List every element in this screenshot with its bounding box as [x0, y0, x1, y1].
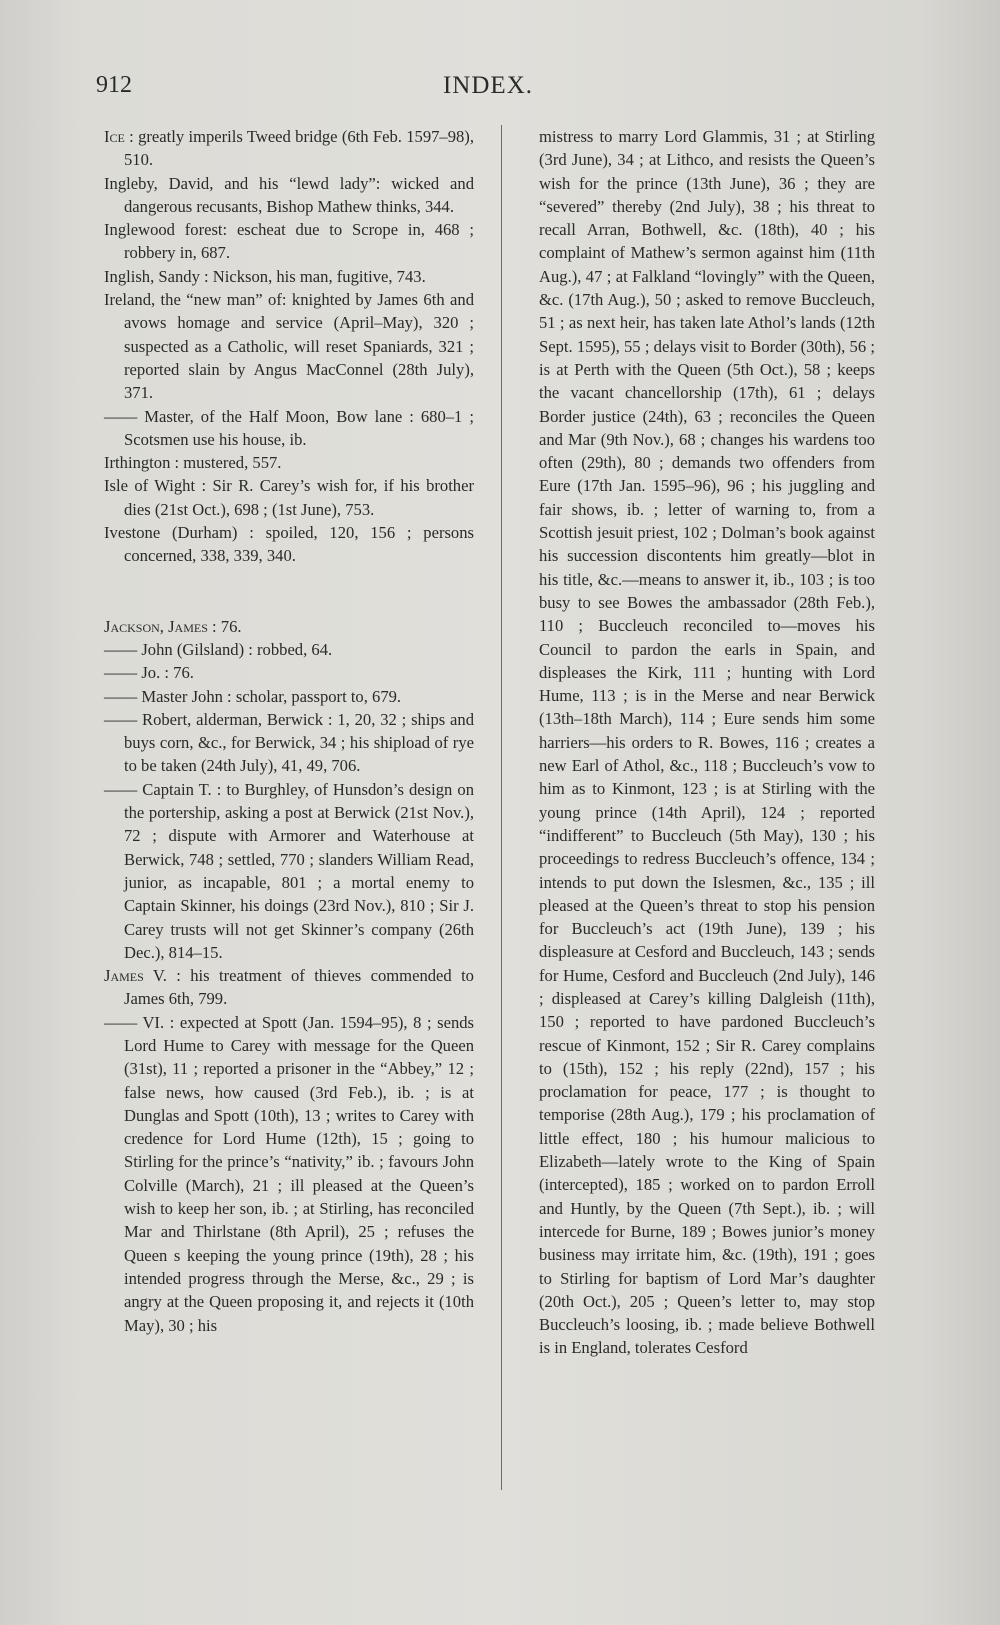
- index-entry: [104, 521, 474, 568]
- entry-text: —— Jo. : 76.: [104, 663, 194, 683]
- index-subentry: [104, 661, 474, 684]
- index-subentry: [104, 685, 474, 708]
- index-subentry: [104, 1011, 474, 1337]
- entry-text: Ingleby, David, and his “lewd lady”: wicked and dangerous recusants, Bishop Mathew thinks, 344.: [104, 173, 474, 216]
- index-entry: [104, 125, 474, 172]
- index-entry: [104, 288, 474, 404]
- index-subentry: [104, 405, 474, 452]
- entry-text: : his treatment of thieves commended to James 6th, 799.: [124, 966, 474, 1009]
- entry-text: —— Robert, alderman, Berwick : 1, 20, 32 ; ships and buys corn, &c., for Berwick, 34 ; his shipload of rye to be taken (24th July), 41, 49, 706.: [104, 709, 474, 776]
- entry-text: Inglish, Sandy : Nickson, his man, fugitive, 743.: [104, 266, 426, 286]
- entry-text: —— John (Gilsland) : robbed, 64.: [104, 639, 333, 659]
- index-entry: [104, 474, 474, 521]
- index-subentry: [104, 708, 474, 778]
- section-gap: [104, 568, 474, 615]
- entry-headword: Jackson, James: [104, 616, 213, 636]
- entry-headword: Ice: [104, 127, 130, 146]
- entry-headword: James V.: [104, 966, 177, 986]
- right-column: [519, 125, 875, 1360]
- index-entry: [104, 615, 474, 638]
- index-entry: [104, 218, 474, 265]
- index-entry: [104, 265, 474, 288]
- entry-text: : 76.: [212, 616, 242, 636]
- entry-text: Ivestone (Durham) : spoiled, 120, 156 ; persons concerned, 338, 339, 340.: [104, 523, 474, 566]
- entry-text: Irthington : mustered, 557.: [104, 453, 282, 473]
- entry-text: Isle of Wight : Sir R. Carey’s wish for, if his brother dies (21st Oct.), 698 ; (1st June), 753.: [104, 476, 474, 519]
- index-entry: [104, 451, 474, 474]
- entry-text: —— VI. : expected at Spott (Jan. 1594–95), 8 ; sends Lord Hume to Carey with message for the Queen (31st), 11 ; reported a prisoner in the “Abbey,” 12 ; false news, how caused (3rd Feb.), ib. ; is at Dunglas and Spott (10th), 13 ; writes to Carey with credence for Lord Hume (12th), 15 ; going to Stirling for the prince’s “nativity,” ib. ; favours John Colville (March), 21 ; ill pleased at the Queen’s wish to keep her son, ib. ; at Stirling, has reconciled Mar and Thirlstane (8th April), 25 ; refuses the Queen s keeping the young prince (19th), 28 ; his intended progress through the Merse, &c., 29 ; is angry at the Queen proposing it, and rejects it (10th May), 30 ; his: [104, 1012, 474, 1335]
- entry-text: —— Master, of the Half Moon, Bow lane : 680–1 ; Scotsmen use his house, ib.: [104, 406, 474, 449]
- index-entry: [104, 172, 474, 219]
- entry-text: —— Captain T. : to Burghley, of Hunsdon’s design on the portership, asking a post at Berwick (21st Nov.), 72 ; dispute with Armorer and Waterhouse at Berwick, 748 ; settled, 770 ; slanders William Read, junior, as incapable, 801 ; a mortal enemy to Captain Skinner, his doings (23rd Nov.), 810 ; Sir J. Carey trusts will not get Skinner’s company (26th Dec.), 814–15.: [104, 779, 474, 962]
- entry-text: : greatly imperils Tweed bridge (6th Feb. 1597–98), 510.: [124, 127, 474, 170]
- entry-text: Inglewood forest: escheat due to Scrope in, 468 ; robbery in, 687.: [104, 220, 474, 263]
- index-entry: [104, 964, 474, 1011]
- page-number: 912: [96, 72, 132, 98]
- index-subentry: [104, 778, 474, 964]
- index-continuation: mistress to marry Lord Glammis, 31 ; at Stirling (3rd June), 34 ; at Lithco, and resists the Queen’s wish for the prince (13th June), 36 ; they are “severed” thereby (2nd July), 38 ; his threat to recall Arran, Bothwell, &c. (18th), 40 ; his complaint of Mathew’s sermon against him (11th Aug.), 47 ; at Falkland “lovingly” with the Queen, &c. (17th Aug.), 50 ; asked to remove Buccleuch, 51 ; as next heir, has taken late Athol’s lands (12th Sept. 1595), 55 ; delays visit to Border (30th), 56 ; is at Perth with the Queen (5th Oct.), 58 ; keeps the vacant chancellorship (17th), 61 ; delays Border justice (24th), 63 ; reconciles the Queen and Mar (9th Nov.), 68 ; changes his wardens too often (29th), 80 ; demands two offenders from Eure (17th Jan. 1595–96), 96 ; his juggling and fair shows, ib. ; letter of warning to, from a Scottish jesuit priest, 102 ; Dolman’s book against his succession discontents him greatly—blot in his title, &c.—means to answer it, ib., 103 ; is too busy to see Bowes the ambassador (28th Feb.), 110 ; Buccleuch reconciled to—moves his Council to pardon the earls in Spain, and displeases the Kirk, 111 ; hunting with Lord Hume, 113 ; is in the Merse and near Berwick (13th–18th March), 114 ; Eure sends him some harriers—his orders to R. Bowes, 116 ; creates a new Earl of Athol, &c., 118 ; Buccleuch’s vow to him as to Kinmont, 123 ; is at Stirling with the young prince (14th April), 124 ; reported “indifferent” to Buccleuch (5th May), 130 ; his proceedings to redress Buccleuch’s offence, 134 ; intends to put down the Islesmen, &c., 135 ; ill pleased at the Queen’s threat to stop his pension for Buccleuch’s act (19th June), 139 ; his displeasure at Cesford and Buccleuch, 143 ; sends for Hume, Cesford and Buccleuch (2nd July), 146 ; displeased at Carey’s killing Dalgleish (11th), 150 ; reported to have pardoned Buccleuch’s rescue of Kinmont, 152 ; Sir R. Carey complains to (15th), 152 ; his reply (22nd), 157 ; his proclamation for peace, 177 ; is thought to temporise (28th Aug.), 179 ; his proclamation of little effect, 180 ; his humour malicious to Elizabeth—lately wrote to the King of Spain (intercepted), 185 ; worked on to pardon Erroll and Huntly, by the Queen (7th Sept.), ib. ; will intercede for Burne, 189 ; Bowes junior’s money business may irritate him, &c. (19th), 191 ; goes to Stirling for baptism of Lord Mar’s daughter (20th Oct.), 205 ; Queen’s letter to, may stop Buccleuch’s loosing, ib. ; made believe Bothwell is in England, tolerates Cesford: [539, 127, 875, 1358]
- left-column: [104, 125, 474, 1337]
- entry-text: —— Master John : scholar, passport to, 679.: [104, 686, 402, 706]
- page-title: INDEX.: [442, 72, 533, 99]
- page-header: [96, 72, 880, 112]
- column-divider: [501, 125, 502, 1490]
- index-subentry: [104, 638, 474, 661]
- entry-text: Ireland, the “new man” of: knighted by James 6th and avows homage and service (April–May), 320 ; suspected as a Catholic, will reset Spaniards, 321 ; reported slain by Angus MacConnel (28th July), 371.: [104, 290, 474, 403]
